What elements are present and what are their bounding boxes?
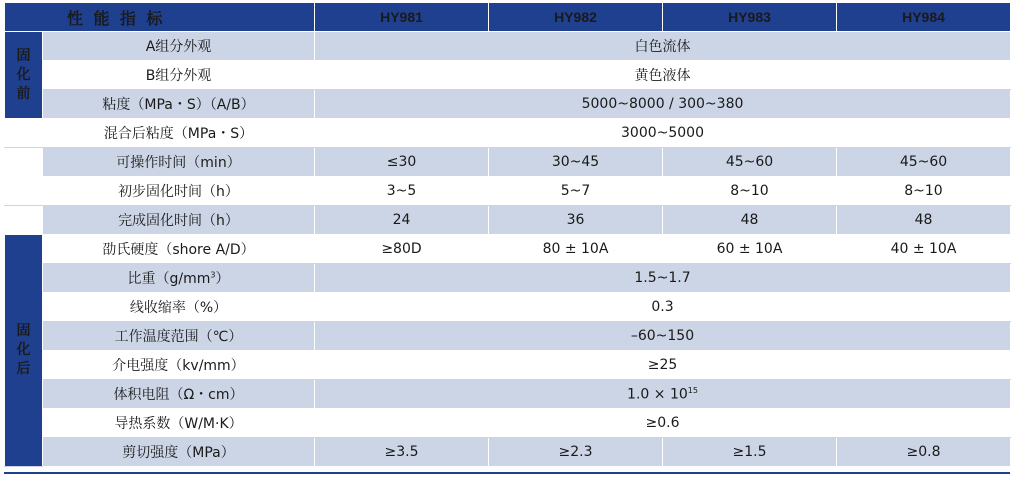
row-initial-cure bbox=[5, 177, 1011, 206]
cell-hy983: 48 bbox=[663, 206, 837, 235]
row-mixed-viscosity bbox=[5, 119, 1011, 148]
cell-hy981: 3~5 bbox=[315, 177, 489, 206]
cell-hy984: 45~60 bbox=[837, 148, 1011, 177]
row-value: 0.3 bbox=[315, 293, 1011, 322]
row-value: –60~150 bbox=[315, 322, 1011, 351]
row-label: 比重$(g/mm^3)$ bbox=[43, 264, 315, 293]
cell-hy983: ≥1.5 bbox=[663, 438, 837, 467]
row-resistivity bbox=[5, 380, 1011, 409]
cell-hy981: ≤30 bbox=[315, 148, 489, 177]
row-appearance-b bbox=[5, 61, 1011, 90]
row-label: 介电强度（kv/mm） bbox=[43, 351, 315, 380]
row-hardness bbox=[5, 235, 1011, 264]
table-bottom-rule bbox=[4, 472, 1010, 474]
row-value: ≥0.6 bbox=[315, 409, 1011, 438]
group-after-cure: 固 化 后 bbox=[5, 235, 43, 467]
row-label: 剪切强度（MPa） bbox=[43, 438, 315, 467]
row-temp-range bbox=[5, 322, 1011, 351]
spec-table bbox=[4, 2, 1011, 467]
row-label: 劭氏硬度（shore A/D） bbox=[43, 235, 315, 264]
header-model-hy981: HY981 bbox=[315, 3, 489, 32]
group-before-cure: 固 化 前 bbox=[5, 32, 43, 119]
row-shrinkage bbox=[5, 293, 1011, 322]
row-value: 1.5~1.7 bbox=[315, 264, 1011, 293]
header-row bbox=[5, 3, 1011, 32]
cell-hy984: 48 bbox=[837, 206, 1011, 235]
row-shear bbox=[5, 438, 1011, 467]
row-label: 初步固化时间（h） bbox=[43, 177, 315, 206]
group-spacer bbox=[5, 119, 43, 148]
cell-hy982: 5~7 bbox=[489, 177, 663, 206]
cell-hy984: ≥0.8 bbox=[837, 438, 1011, 467]
row-density bbox=[5, 264, 1011, 293]
row-value: $1.0 \times 10^{15}$ bbox=[315, 380, 1011, 409]
row-label: A组分外观 bbox=[43, 32, 315, 61]
group-spacer bbox=[5, 206, 43, 235]
cell-hy982: 30~45 bbox=[489, 148, 663, 177]
row-value: 3000~5000 bbox=[315, 119, 1011, 148]
row-full-cure bbox=[5, 206, 1011, 235]
row-dielectric bbox=[5, 351, 1011, 380]
row-label: 可操作时间（min） bbox=[43, 148, 315, 177]
row-value: 白色流体 bbox=[315, 32, 1011, 61]
group-spacer bbox=[5, 177, 43, 206]
row-label: 完成固化时间（h） bbox=[43, 206, 315, 235]
cell-hy982: 36 bbox=[489, 206, 663, 235]
cell-hy981: ≥3.5 bbox=[315, 438, 489, 467]
row-appearance-a bbox=[5, 32, 1011, 61]
cell-hy983: 45~60 bbox=[663, 148, 837, 177]
row-value: 5000~8000 / 300~380 bbox=[315, 90, 1011, 119]
row-label: 体积电阻（Ω・cm） bbox=[43, 380, 315, 409]
row-pot-life bbox=[5, 148, 1011, 177]
header-model-hy982: HY982 bbox=[489, 3, 663, 32]
row-value: 黄色液体 bbox=[315, 61, 1011, 90]
cell-hy981: 24 bbox=[315, 206, 489, 235]
group-spacer bbox=[5, 148, 43, 177]
row-label: 粘度（MPa・S）（A/B） bbox=[43, 90, 315, 119]
header-property: 性 能 指 标 bbox=[5, 3, 315, 32]
cell-hy981: ≥80D bbox=[315, 235, 489, 264]
header-model-hy983: HY983 bbox=[663, 3, 837, 32]
cell-hy983: 8~10 bbox=[663, 177, 837, 206]
cell-hy982: ≥2.3 bbox=[489, 438, 663, 467]
row-viscosity bbox=[5, 90, 1011, 119]
row-label: 线收缩率（%） bbox=[43, 293, 315, 322]
row-label: 混合后粘度（MPa・S） bbox=[43, 119, 315, 148]
cell-hy982: 80 ± 10A bbox=[489, 235, 663, 264]
cell-hy984: 40 ± 10A bbox=[837, 235, 1011, 264]
header-model-hy984: HY984 bbox=[837, 3, 1011, 32]
row-label: B组分外观 bbox=[43, 61, 315, 90]
row-label: 工作温度范围（℃） bbox=[43, 322, 315, 351]
row-value: ≥25 bbox=[315, 351, 1011, 380]
cell-hy983: 60 ± 10A bbox=[663, 235, 837, 264]
row-conductivity bbox=[5, 409, 1011, 438]
row-label: 导热系数（W/M·K） bbox=[43, 409, 315, 438]
cell-hy984: 8~10 bbox=[837, 177, 1011, 206]
